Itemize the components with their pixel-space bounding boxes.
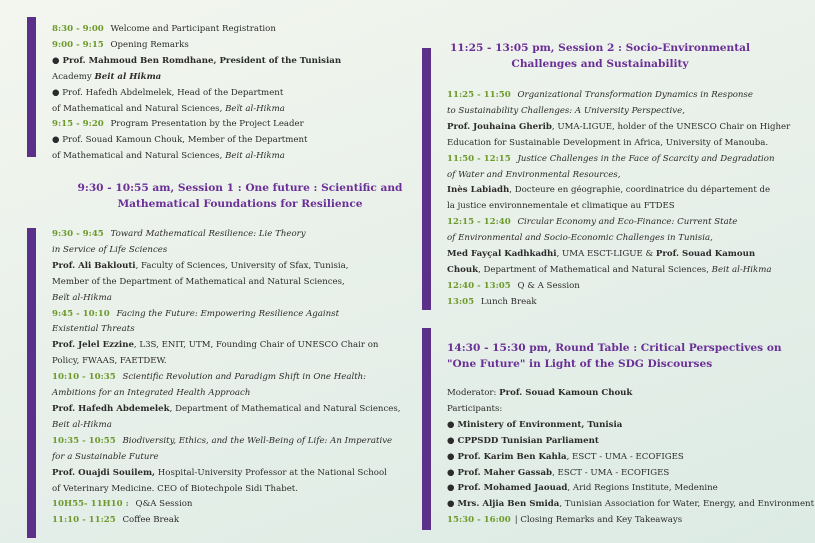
line-text: Prof. Souad Kamoun <box>655 249 756 260</box>
session2-title-line1: 11:25 - 13:05 pm, Session 2 : Socio-Environmental <box>449 42 751 54</box>
time-label: 9:30 - 9:45 <box>52 229 104 239</box>
program-line <box>52 386 401 402</box>
line-text: Prof. Ali Baklouti <box>52 260 136 271</box>
program-line <box>52 117 341 133</box>
line-text: , Faculty of Sciences, University of Sfax, Tunisia, <box>135 260 349 271</box>
line-text: Facing the Future: Empowering Resilience Against <box>113 308 340 319</box>
program-line <box>52 513 401 529</box>
line-text: Prof. Jouhaina Gherib <box>447 121 552 132</box>
program-line <box>447 136 790 152</box>
line-text: Beit al Hikma <box>94 71 162 82</box>
time-label: 13:05 <box>447 296 475 307</box>
line-text: Circular Economy and Eco-Finance: Current State <box>514 217 738 228</box>
program-line <box>52 227 401 243</box>
program-line <box>52 370 401 386</box>
line-text: Policy, FWAAS, FAETDEW. <box>52 356 167 367</box>
line-text: Existential Threats <box>52 324 135 335</box>
program-line <box>52 243 401 259</box>
program-line <box>447 513 814 529</box>
program-line <box>447 215 790 231</box>
line-text: ● Prof. Mohamed Jaouad <box>447 483 568 494</box>
program-line <box>52 322 401 338</box>
program-line <box>447 434 814 450</box>
program-line <box>52 38 341 54</box>
time-label: 8:30 - 9:00 <box>52 24 104 34</box>
line-text: ● Prof. Maher Gassab <box>447 467 553 478</box>
line-text: Scientific Revolution and Paradigm Shift in One Health: <box>119 372 367 383</box>
program-line <box>447 279 790 295</box>
line-text: ● Mrs. Aljia Ben Smida <box>447 499 560 510</box>
program-line <box>447 88 790 104</box>
line-text: Q & A Session <box>514 280 580 291</box>
line-text: Toward Mathematical Resilience: Lie Theory <box>107 229 306 239</box>
program-line <box>447 263 790 279</box>
program-line <box>447 168 790 184</box>
accent-bar-4 <box>422 328 431 530</box>
program-line <box>52 70 341 86</box>
program-line <box>447 120 790 136</box>
program-line <box>52 434 401 450</box>
program-line <box>52 338 401 354</box>
line-text: Inès Labiadh <box>447 185 510 196</box>
program-line <box>52 482 401 498</box>
line-text: ● Prof. Karim Ben Kahla <box>447 451 567 462</box>
program-line <box>52 275 401 291</box>
program-line <box>447 497 814 513</box>
time-label: 11:25 - 11:50 <box>447 90 511 100</box>
line-text: Chouk <box>447 264 479 275</box>
line-text: Beït al-Hikma <box>52 292 112 303</box>
line-text: Lunch Break <box>478 296 537 307</box>
session2-title <box>405 40 795 72</box>
line-text: Program Presentation by the Project Leader <box>107 119 304 130</box>
line-text: Academy <box>52 71 95 82</box>
time-label: 9:15 - 9:20 <box>52 119 104 130</box>
session1-block <box>52 227 401 529</box>
time-label: 12:15 - 12:40 <box>447 217 511 228</box>
program-line <box>52 22 341 38</box>
time-label: 15:30 - 16:00 <box>447 515 511 526</box>
line-text: Beit al-Hikma <box>711 264 772 275</box>
line-text: Beït al-Hikma <box>225 103 285 114</box>
program-line <box>447 402 814 418</box>
accent-bar-2 <box>27 228 36 538</box>
program-line <box>52 133 341 149</box>
program-line <box>52 402 401 418</box>
line-text: of Water and Environmental Resources, <box>447 169 621 180</box>
line-text: ● Prof. Souad Kamoun Chouk, Member of the Department <box>52 135 308 146</box>
program-line <box>447 199 790 215</box>
line-text: of Veterinary Medicine. CEO of Biotechpole Sidi Thabet. <box>52 483 298 494</box>
line-text: Hospital-University Professor at the National School <box>155 467 387 478</box>
accent-bar-1 <box>27 17 36 157</box>
program-line <box>447 183 790 199</box>
session1-title-line2: Mathematical Foundations for Resilience <box>117 198 363 210</box>
line-text: ● Prof. Mahmoud Ben Romdhane, President of the Tunisian <box>52 55 342 66</box>
time-label: 9:00 - 9:15 <box>52 39 104 50</box>
line-text: Opening Remarks <box>107 39 189 50</box>
line-text: Biodiversity, Ethics, and the Well-Being of Life: An Imperative <box>119 435 393 446</box>
program-line <box>52 450 401 466</box>
program-line <box>52 149 341 165</box>
line-text: to Sustainability Challenges: A University Perspective, <box>447 105 685 116</box>
program-line <box>52 259 401 275</box>
line-text: Welcome and Participant Registration <box>107 24 276 34</box>
roundtable-title <box>447 340 782 372</box>
line-text: , UMA-LIGUE, holder of the UNESCO Chair on Higher <box>551 121 791 132</box>
line-text: of Environmental and Socio-Economic Challenges in Tunisia, <box>447 233 713 244</box>
session2-block <box>447 88 790 311</box>
line-text: Ambitions for an Integrated Health Approach <box>52 388 251 399</box>
program-line <box>52 418 401 434</box>
program-line <box>447 295 790 311</box>
line-text: , Docteure en géographie, coordinatrice du département de <box>509 185 771 196</box>
program-line <box>447 231 790 247</box>
time-label: 11:50 - 12:15 <box>447 153 511 164</box>
program-line <box>447 481 814 497</box>
program-line <box>447 386 814 402</box>
line-text: la justice environnementale et climatique au FTDES <box>447 201 675 212</box>
line-text: Beit al-Hikma <box>52 419 112 430</box>
session1-title <box>40 180 440 212</box>
program-line <box>52 291 401 307</box>
program-line <box>52 466 401 482</box>
line-text: Organizational Transformation Dynamics in Response <box>514 90 753 100</box>
time-label: 9:45 - 10:10 <box>52 308 110 319</box>
time-label: 10H55- 11H10 : <box>52 499 129 510</box>
line-text: | Closing Remarks and Key Takeaways <box>514 515 683 526</box>
accent-bar-3 <box>422 48 431 310</box>
program-line <box>447 104 790 120</box>
line-text: Justice Challenges in the Face of Scarcity and Degradation <box>514 153 775 164</box>
line-text: ● Prof. Hafedh Abdelmelek, Head of the Department <box>52 87 284 98</box>
line-text: Participants: <box>447 403 503 414</box>
time-label: 12:40 - 13:05 <box>447 280 511 291</box>
line-text: of Mathematical and Natural Sciences, <box>52 103 226 114</box>
program-line <box>447 466 814 482</box>
line-text: Med Fayçal Kadhkadhi <box>447 249 557 260</box>
time-label: 10:10 - 10:35 <box>52 372 116 383</box>
line-text: Prof. Souad Kamoun Chouk <box>499 388 633 398</box>
line-text: Prof. Ouajdi Souilem, <box>52 467 156 478</box>
program-line <box>52 354 401 370</box>
program-line <box>52 54 341 70</box>
program-line <box>447 418 814 434</box>
opening-block <box>52 22 341 165</box>
line-text: in Service of Life Sciences <box>52 244 168 255</box>
line-text: Education for Sustainable Development in Africa, University of Manouba. <box>447 137 769 148</box>
time-label: 10:35 - 10:55 <box>52 435 116 446</box>
program-line <box>52 86 341 102</box>
program-line <box>447 152 790 168</box>
line-text: , Department of Mathematical and Natural Sciences, <box>169 403 401 414</box>
program-line <box>52 307 401 323</box>
line-text: , UMA ESCT-LIGUE & <box>556 249 656 260</box>
line-text: , Tunisian Association for Water, Energy, and Environment <box>559 499 815 510</box>
session2-title-line2: Challenges and Sustainability <box>511 58 689 70</box>
line-text: Beit al-Hikma <box>225 151 285 162</box>
line-text: Q&A Session <box>132 499 193 510</box>
line-text: Coffee Break <box>119 515 180 526</box>
line-text: Moderator: <box>447 388 500 398</box>
line-text: ● CPPSDD Tunisian Parliament <box>447 435 599 446</box>
session1-title-line1: 9:30 - 10:55 am, Session 1 : One future : Scientific and <box>77 182 403 194</box>
program-line <box>447 450 814 466</box>
line-text: , Arid Regions Institute, Medenine <box>567 483 718 494</box>
line-text: Prof. Jelel Ezzine <box>52 340 134 351</box>
program-line <box>447 247 790 263</box>
line-text: for a Sustainable Future <box>52 451 159 462</box>
roundtable-title-line2: "One Future" in Light of the SDG Discourses <box>447 358 713 370</box>
time-label: 11:10 - 11:25 <box>52 515 116 526</box>
roundtable-title-line1: 14:30 - 15:30 pm, Round Table : Critical Perspectives on <box>447 342 782 354</box>
line-text: ● Ministery of Environment, Tunisia <box>447 419 623 430</box>
program-line <box>52 497 401 513</box>
line-text: , ESCT - UMA - ECOFIGES <box>552 467 670 478</box>
roundtable-block <box>447 386 814 529</box>
line-text: Prof. Hafedh Abdemelek <box>52 403 170 414</box>
line-text: , L3S, ENIT, UTM, Founding Chair of UNESCO Chair on <box>133 340 379 351</box>
line-text: Member of the Department of Mathematical and Natural Sciences, <box>52 276 345 287</box>
line-text: of Mathematical and Natural Sciences, <box>52 151 226 162</box>
line-text: , ESCT - UMA - ECOFIGES <box>566 451 684 462</box>
program-line <box>52 102 341 118</box>
line-text: , Department of Mathematical and Natural Sciences, <box>478 264 712 275</box>
